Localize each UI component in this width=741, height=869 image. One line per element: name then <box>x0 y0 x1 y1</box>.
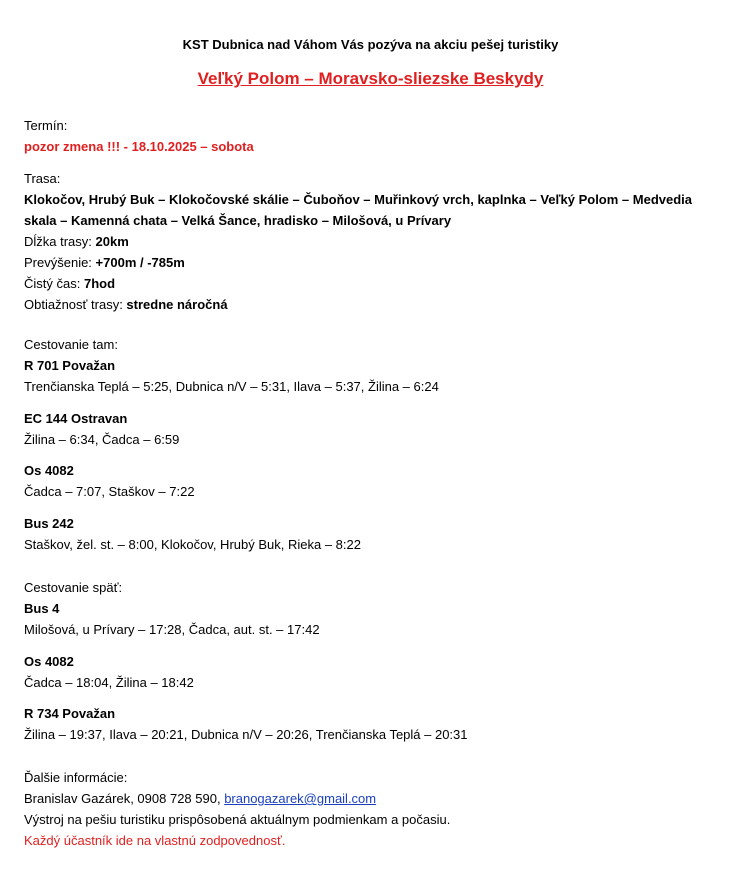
leg-train: Os 4082 <box>24 654 74 669</box>
travel-there-leg <box>24 513 724 555</box>
route-time-label: Čistý čas: <box>24 276 84 291</box>
leg-train: Bus 4 <box>24 601 60 616</box>
route-difficulty-label: Obtiažnosť trasy: <box>24 297 127 312</box>
route-section <box>24 168 724 315</box>
travel-back-leg <box>24 651 724 693</box>
route-length-label: Dĺžka trasy: <box>24 234 96 249</box>
invitation-header: KST Dubnica nad Váhom Vás pozýva na akciu pešej turistiky <box>182 37 559 52</box>
travel-there-leg <box>24 355 724 397</box>
responsibility-note: Každý účastník ide na vlastnú zodpovednosť. <box>24 833 286 848</box>
info-label: Ďalšie informácie: <box>24 770 128 785</box>
event-title: Veľký Polom – Moravsko-sliezske Beskydy <box>197 69 544 88</box>
route-time-value: 7hod <box>83 276 116 291</box>
travel-there-section <box>24 334 724 355</box>
route-length-value: 20km <box>95 234 129 249</box>
route-elevation-label: Prevýšenie: <box>24 255 96 270</box>
travel-back-label: Cestovanie späť: <box>24 580 123 595</box>
leg-stops: Staškov, žel. st. – 8:00, Klokočov, Hrubý Buk, Rieka – 8:22 <box>24 537 361 552</box>
travel-there-leg <box>24 460 724 502</box>
leg-train: Os 4082 <box>24 463 74 478</box>
leg-stops: Čadca – 18:04, Žilina – 18:42 <box>24 675 194 690</box>
equipment-note: Výstroj na pešiu turistiku prispôsobená aktuálnym podmienkam a počasiu. <box>24 812 451 827</box>
route-time <box>24 273 724 294</box>
leg-train: R 701 Považan <box>24 358 116 373</box>
info-section <box>24 767 724 851</box>
date-section <box>24 115 724 157</box>
route-elevation-value: +700m / -785m <box>95 255 185 270</box>
leg-stops: Čadca – 7:07, Staškov – 7:22 <box>24 484 195 499</box>
leg-train: EC 144 Ostravan <box>24 411 128 426</box>
travel-there-label: Cestovanie tam: <box>24 337 118 352</box>
route-description: Klokočov, Hrubý Buk – Klokočovské skálie – Čuboňov – Muřinkový vrch, kaplnka – Veľký Polom – Medvedia skala – Kamenná chata – Velká Šance, hradisko – Milošová, u Prívary <box>24 192 693 228</box>
route-difficulty <box>24 294 724 315</box>
leg-stops: Milošová, u Prívary – 17:28, Čadca, aut. st. – 17:42 <box>24 622 320 637</box>
date-value: pozor zmena !!! - 18.10.2025 – sobota <box>24 139 254 154</box>
contact-text: Branislav Gazárek, 0908 728 590, <box>24 791 225 806</box>
travel-back-leg <box>24 703 724 745</box>
route-difficulty-value: stredne náročná <box>126 297 228 312</box>
leg-stops: Žilina – 6:34, Čadca – 6:59 <box>24 432 180 447</box>
route-elevation <box>24 252 724 273</box>
route-length <box>24 231 724 252</box>
leg-train: R 734 Považan <box>24 706 116 721</box>
travel-there-leg <box>24 408 724 450</box>
leg-train: Bus 242 <box>24 516 74 531</box>
contact-line <box>24 788 724 809</box>
leg-stops: Žilina – 19:37, Ilava – 20:21, Dubnica n/V – 20:26, Trenčianska Teplá – 20:31 <box>24 727 468 742</box>
route-label: Trasa: <box>24 171 61 186</box>
date-label: Termín: <box>24 118 68 133</box>
travel-back-section <box>24 577 724 640</box>
email-link[interactable]: branogazarek@gmail.com <box>224 791 377 806</box>
leg-stops: Trenčianska Teplá – 5:25, Dubnica n/V – 5:31, Ilava – 5:37, Žilina – 6:24 <box>24 379 439 394</box>
